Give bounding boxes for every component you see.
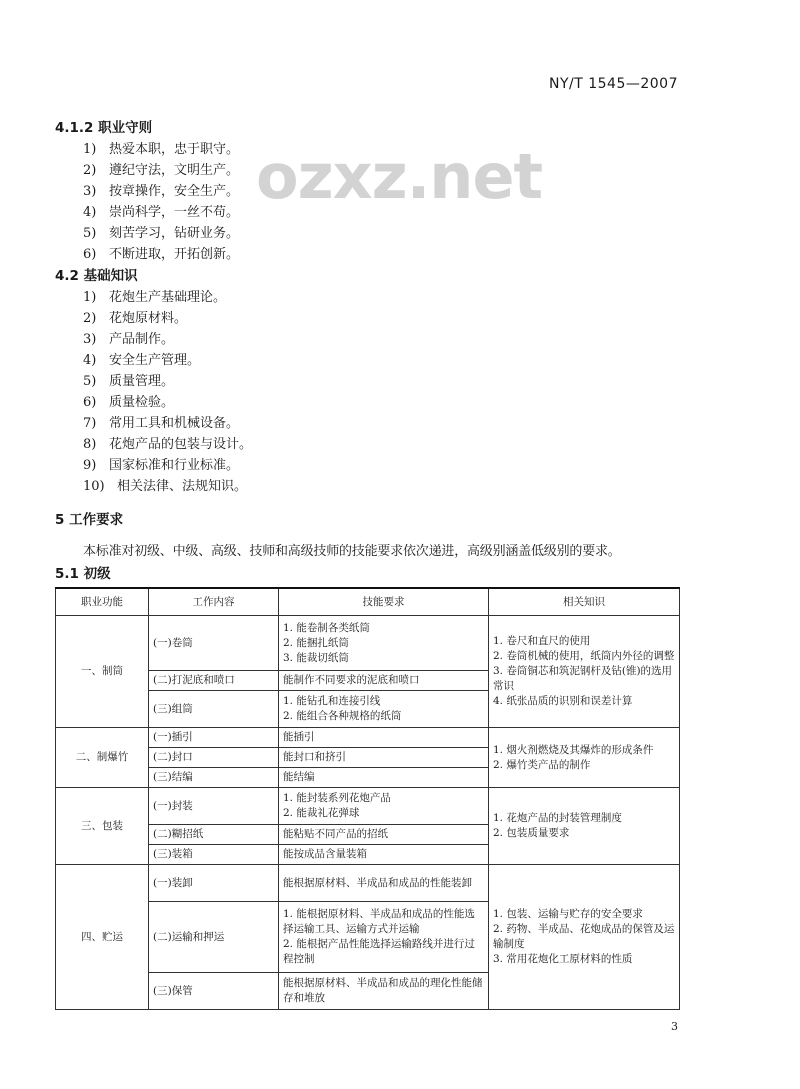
content-cell: (一)卷筒 — [149, 616, 279, 671]
header-skills: 技能要求 — [279, 588, 489, 616]
section-heading-5-1: 5.1 初级 — [55, 566, 111, 582]
list-item: 3) 产品制作。 — [83, 332, 175, 347]
function-cell: 一、制筒 — [56, 616, 149, 728]
list-item: 4) 崇尚科学，一丝不苟。 — [83, 205, 240, 220]
skills-cell: 能按成品含量装箱 — [279, 845, 489, 865]
skills-cell: 1. 能卷制各类纸筒 2. 能捆扎纸筒 3. 能裁切纸筒 — [279, 616, 489, 671]
list-item: 4) 安全生产管理。 — [83, 353, 201, 368]
list-item: 1) 热爱本职，忠于职守。 — [83, 142, 240, 157]
header-function: 职业功能 — [56, 588, 149, 616]
list-item: 5) 刻苦学习，钻研业务。 — [83, 226, 240, 241]
skills-cell: 能粘贴不同产品的招纸 — [279, 825, 489, 845]
content-cell: (二)运输和押运 — [149, 902, 279, 973]
content-cell: (三)装箱 — [149, 845, 279, 865]
skills-cell: 能根据原材料、半成品和成品的理化性能储存和堆放 — [279, 973, 489, 1010]
list-item: 7) 常用工具和机械设备。 — [83, 416, 240, 431]
header-knowledge: 相关知识 — [489, 588, 680, 616]
list-item: 2) 遵纪守法，文明生产。 — [83, 163, 240, 178]
content-cell: (二)封口 — [149, 748, 279, 768]
table-row — [56, 865, 680, 902]
function-cell: 四、贮运 — [56, 865, 149, 1010]
content-cell: (三)结编 — [149, 768, 279, 788]
knowledge-cell: 1. 烟火剂燃烧及其爆炸的形成条件 2. 爆竹类产品的制作 — [489, 728, 680, 788]
table-header-row — [56, 588, 680, 616]
skills-cell: 能根据原材料、半成品和成品的性能装卸 — [279, 865, 489, 902]
function-cell: 二、制爆竹 — [56, 728, 149, 788]
knowledge-cell: 1. 花炮产品的封装管理制度 2. 包装质量要求 — [489, 788, 680, 865]
watermark: ozxz.net — [256, 140, 543, 213]
list-item: 10) 相关法律、法规知识。 — [83, 479, 248, 494]
skills-cell: 1. 能钻孔和连接引线 2. 能组合各种规格的纸筒 — [279, 691, 489, 728]
skills-cell: 能封口和挤引 — [279, 748, 489, 768]
content-cell: (三)组筒 — [149, 691, 279, 728]
table-row — [56, 616, 680, 671]
list-item: 3) 按章操作，安全生产。 — [83, 184, 240, 199]
list-item: 9) 国家标准和行业标准。 — [83, 458, 240, 473]
section-heading-4-1-2: 4.1.2 职业守则 — [55, 120, 153, 136]
content-cell: (二)糊招纸 — [149, 825, 279, 845]
function-cell: 三、包装 — [56, 788, 149, 865]
content-cell: (一)插引 — [149, 728, 279, 748]
list-item: 6) 不断进取，开拓创新。 — [83, 247, 240, 262]
content-cell: (一)封装 — [149, 788, 279, 825]
section-heading-5: 5 工作要求 — [55, 512, 124, 528]
content-cell: (一)装卸 — [149, 865, 279, 902]
list-item: 1) 花炮生产基础理论。 — [83, 290, 227, 305]
list-item: 6) 质量检验。 — [83, 395, 175, 410]
skills-cell: 能制作不同要求的泥底和喷口 — [279, 671, 489, 691]
list-item: 2) 花炮原材料。 — [83, 311, 188, 326]
content-cell: (二)打泥底和喷口 — [149, 671, 279, 691]
skills-cell: 能结编 — [279, 768, 489, 788]
skills-cell: 1. 能根据原材料、半成品和成品的性能选择运输工具、运输方式并运输 2. 能根据产品性能选择运输路线并进行过程控制 — [279, 902, 489, 973]
section-heading-4-2: 4.2 基础知识 — [55, 268, 138, 284]
table-row — [56, 728, 680, 748]
requirements-table — [55, 587, 680, 1010]
list-item: 8) 花炮产品的包装与设计。 — [83, 437, 253, 452]
skills-cell: 能插引 — [279, 728, 489, 748]
knowledge-cell: 1. 卷尺和直尺的使用 2. 卷筒机械的使用，纸筒内外径的调整 3. 卷筒铜芯和筑泥钢杆及钻(锥)的选用常识 4. 纸张品质的识别和误差计算 — [489, 616, 680, 728]
list-item: 5) 质量管理。 — [83, 374, 175, 389]
standard-number: NY/T 1545—2007 — [548, 76, 678, 92]
header-content: 工作内容 — [149, 588, 279, 616]
table-row — [56, 788, 680, 825]
page-number: 3 — [671, 1020, 678, 1033]
section-5-paragraph: 本标准对初级、中级、高级、技师和高级技师的技能要求依次递进，高级别涵盖低级别的要求。 — [83, 544, 621, 559]
knowledge-cell: 1. 包装、运输与贮存的安全要求 2. 药物、半成品、花炮成品的保管及运输制度 3. 常用花炮化工原材料的性质 — [489, 865, 680, 1010]
content-cell: (三)保管 — [149, 973, 279, 1010]
skills-cell: 1. 能封装系列花炮产品 2. 能裁礼花弹球 — [279, 788, 489, 825]
